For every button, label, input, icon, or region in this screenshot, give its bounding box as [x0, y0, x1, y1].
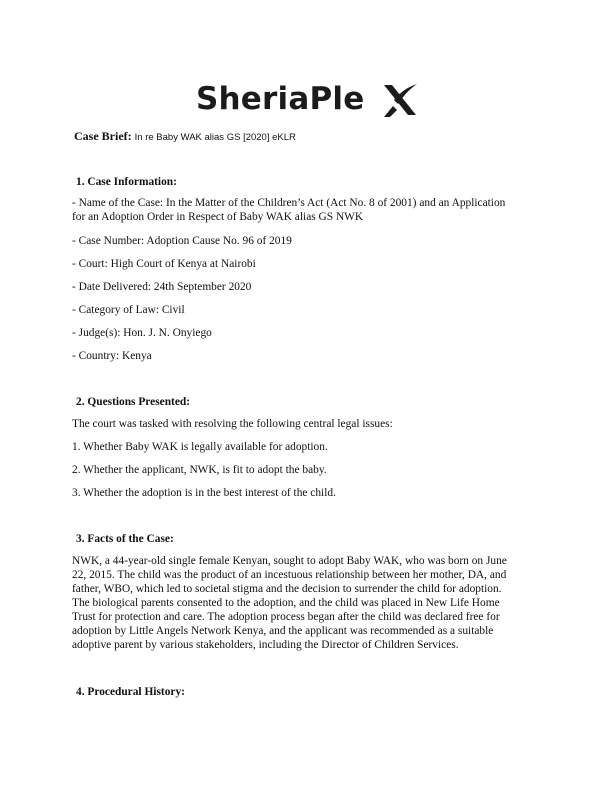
facts-line: The biological parents consented to the adoption, and the child was placed in New Life Home — [72, 597, 500, 609]
case-brief-title: In re Baby WAK alias GS [2020] eKLR — [134, 132, 296, 143]
question-1: 1. Whether Baby WAK is legally available for adoption. — [72, 441, 328, 453]
questions-intro: The court was tasked with resolving the following central legal issues: — [72, 418, 393, 430]
question-2: 2. Whether the applicant, NWK, is fit to adopt the baby. — [72, 464, 327, 476]
case-date-delivered: - Date Delivered: 24th September 2020 — [72, 281, 252, 293]
case-number: - Case Number: Adoption Cause No. 96 of 2019 — [72, 235, 292, 247]
case-category: - Category of Law: Civil — [72, 304, 185, 316]
section-facts-heading: 3. Facts of the Case: — [76, 533, 174, 545]
section-case-information-heading: 1. Case Information: — [76, 176, 177, 188]
case-brief-line — [74, 129, 296, 144]
section-questions-heading: 2. Questions Presented: — [76, 396, 191, 408]
facts-line: adoptive parent by various stakeholders, including the Director of Children Services. — [72, 639, 459, 651]
case-country: - Country: Kenya — [72, 350, 152, 362]
case-court: - Court: High Court of Kenya at Nairobi — [72, 258, 256, 270]
facts-line: Trust for protection and care. The adoption process began after the child was declared free for — [72, 611, 500, 623]
case-judges: - Judge(s): Hon. J. N. Onyiego — [72, 327, 212, 339]
case-brief-label: Case Brief: — [74, 129, 132, 143]
case-name-line-2: for an Adoption Order in Respect of Baby WAK alias GS NWK — [72, 211, 364, 223]
case-name-line-1: - Name of the Case: In the Matter of the Children’s Act (Act No. 8 of 2001) and an Application — [72, 197, 506, 209]
question-3: 3. Whether the adoption is in the best interest of the child. — [72, 487, 336, 499]
sheriaplex-logo — [196, 76, 420, 122]
facts-line: father, WBO, which led to societal stigma and the decision to surrender the child for adoption. — [72, 583, 502, 595]
section-procedural-history-heading: 4. Procedural History: — [76, 686, 185, 698]
facts-line: NWK, a 44-year-old single female Kenyan, sought to adopt Baby WAK, who was born on June — [72, 555, 507, 567]
facts-line: 22, 2015. The child was the product of an incestuous relationship between her mother, DA, and — [72, 569, 507, 581]
logo-brand-text: SheriaPle — [196, 81, 365, 117]
facts-line: adoption by Little Angels Network Kenya, and the applicant was recommended as a suitable — [72, 625, 494, 637]
x-mark-icon — [382, 82, 418, 118]
